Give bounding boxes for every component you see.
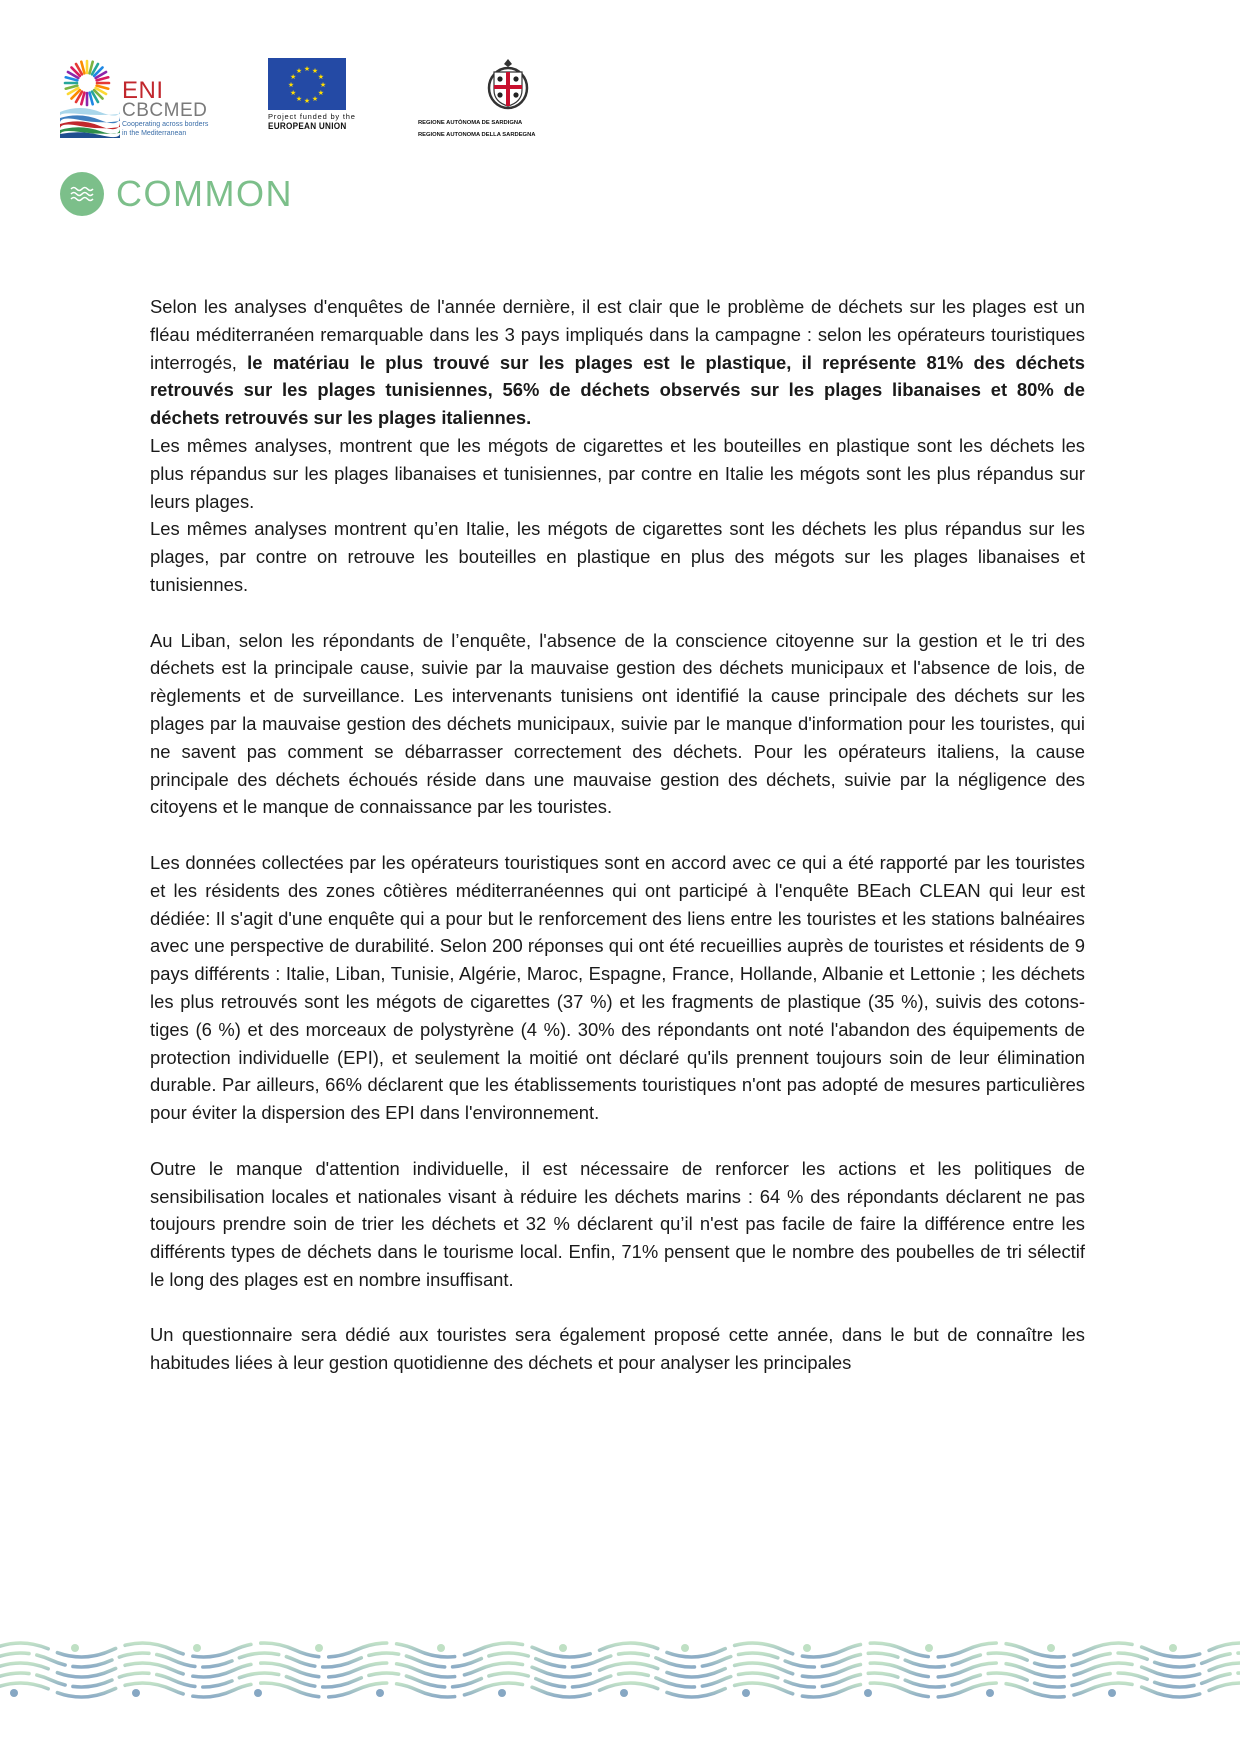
paragraph-awareness-policies: Outre le manque d'attention individuelle, il est nécessaire de renforcer les actions et les politiques de sensibilisation locales et nationales visant à réduire les déchets marins : 64 % des répondants déclarent ne pas toujours prendre soin de trier les déchets et 32 % déclarent qu’il n'est pas facile de faire la différence entre les différents types de déchets dans le tourisme local. Enfin, 71% pensent que le nombre des poubelles de tri sélectif le long des plages est en nombre insuffisant. [150, 1157, 1085, 1290]
svg-text:★: ★ [290, 74, 297, 81]
svg-text:★: ★ [303, 98, 311, 105]
svg-text:★: ★ [311, 68, 319, 76]
sardinia-coat-of-arms-icon [485, 58, 531, 110]
common-waves-icon [60, 172, 104, 216]
common-wordmark: COMMON [116, 173, 293, 214]
sardinia-caption-2: REGIONE AUTONOMA DELLA SARDEGNA [418, 132, 536, 138]
paragraph-plastic-findings [150, 293, 1085, 432]
svg-text:★: ★ [287, 82, 295, 89]
paragraph-plastic-highlight: le matériau le plus trouvé sur les plages est le plastique, il représente 81% des déchets retrouvés sur les plages tunisiennes, 56% de déchets observés sur les plages libanaises et 80% de déchets retrouvés sur les plages italiennes. [150, 351, 1085, 429]
paragraph-causes-by-country: Au Liban, selon les répondants de l’enquête, l'absence de la conscience citoyenne sur la gestion et le tri des déchets est la principale cause, suivie par la mauvaise gestion des déchets municipaux et l'absence de lois, de règlements et de surveillance. Les intervenants tunisiens ont identifié la cause principale des déchets sur les plages par la mauvaise gestion des déchets municipaux, suivie par le manque d'information pour les touristes, qui ne savent pas comment se débarrasser correctement des déchets. Pour les opérateurs italiens, la cause principale des déchets échoués réside dans une mauvaise gestion des déchets, suivie par la négligence des citoyens et le manque de connaissance par les touristes. [150, 629, 1085, 818]
eu-caption-2: EUROPEAN UNION [268, 121, 347, 132]
sardinia-region-logo [418, 58, 568, 138]
eni-sun-icon [62, 58, 112, 108]
eni-tagline-2: in the Mediterranean [122, 130, 187, 137]
footer-wave-pattern-icon [0, 1630, 1240, 1710]
paragraph-beach-clean-survey: Les données collectées par les opérateurs touristiques sont en accord avec ce qui a été rapporté par les touristes et les résidents des zones côtières méditerranéennes qui ont participé à l'enquête BEach CLEAN qui leur est dédiée: Il s'agit d'une enquête qui a pour but le renforcement des liens entre les touristes et les stations balnéaires avec une perspective de durabilité. Selon 200 réponses qui ont été recueillies auprès de touristes et résidents de 9 pays différents : Italie, Liban, Tunisie, Algérie, Maroc, Espagne, France, Hollande, Albanie et Lettonie ; les déchets les plus retrouvés sont les mégots de cigarettes (37 %) et les fragments de plastique (35 %), suivis des cotons-tiges (6 %) et des morceaux de polystyrène (4 %). 30% des répondants ont noté l'abandon des équipements de protection individuelle (EPI), et seulement la moitié ont déclaré qu'ils prennent toujours soin de leur élimination durable. Par ailleurs, 66% déclarent que les établissements touristiques n'ont pas adopté de mesures particulières pour éviter la dispersion des EPI dans l'environnement. [150, 851, 1085, 1124]
sardinia-caption-1: REGIONE AUTÒNOMA DE SARDIGNA [418, 120, 523, 126]
common-project-logo [60, 172, 293, 216]
paragraph-plastic-intro: Selon les analyses d'enquêtes de l'année dernière, il est clair que le problème de déchets sur les plages est un fléau méditerranéen remarquable dans les 3 pays impliqués dans la campagne : selon les opérateurs touristiques interrogés, [150, 296, 1085, 373]
svg-text:★: ★ [295, 68, 303, 76]
svg-text:★: ★ [311, 95, 319, 103]
svg-text:★: ★ [317, 74, 324, 81]
svg-text:★: ★ [303, 66, 311, 73]
paragraph-italy-cigarettes: Les mêmes analyses montrent qu’en Italie, les mégots de cigarettes sont les déchets les plus répandus sur les plages, par contre on retrouve les bouteilles en plastique en plus des mégots sur les plages libanaises et tunisiennes. [150, 518, 1085, 595]
document-body [150, 293, 1085, 1377]
eni-title: ENI [122, 77, 164, 104]
paragraph-cigarettes-bottles: Les mêmes analyses, montrent que les mégots de cigarettes et les bouteilles en plastique sont les déchets les plus répandus sur les plages libanaises et tunisiennes, par contre en Italie les mégots sont les plus répandus sur leurs plages. [150, 434, 1085, 512]
eni-waves-icon [60, 104, 120, 138]
eu-logo [268, 58, 356, 138]
eu-caption-1: Project funded by the [268, 112, 356, 121]
eu-flag-icon [268, 58, 346, 110]
svg-text:★: ★ [317, 90, 324, 97]
eni-subtitle: CBCMED [122, 100, 208, 121]
paragraph-tourist-questionnaire: Un questionnaire sera dédié aux touristes sera également proposé cette année, dans le but de connaître les habitudes liées à leur gestion quotidienne des déchets et pour analyser les principales [150, 1324, 1085, 1374]
eni-tagline-1: Cooperating across borders [122, 121, 209, 128]
svg-text:★: ★ [290, 90, 297, 97]
svg-text:★: ★ [319, 82, 327, 89]
svg-text:★: ★ [295, 95, 303, 103]
eni-cbcmed-logo [60, 58, 220, 138]
